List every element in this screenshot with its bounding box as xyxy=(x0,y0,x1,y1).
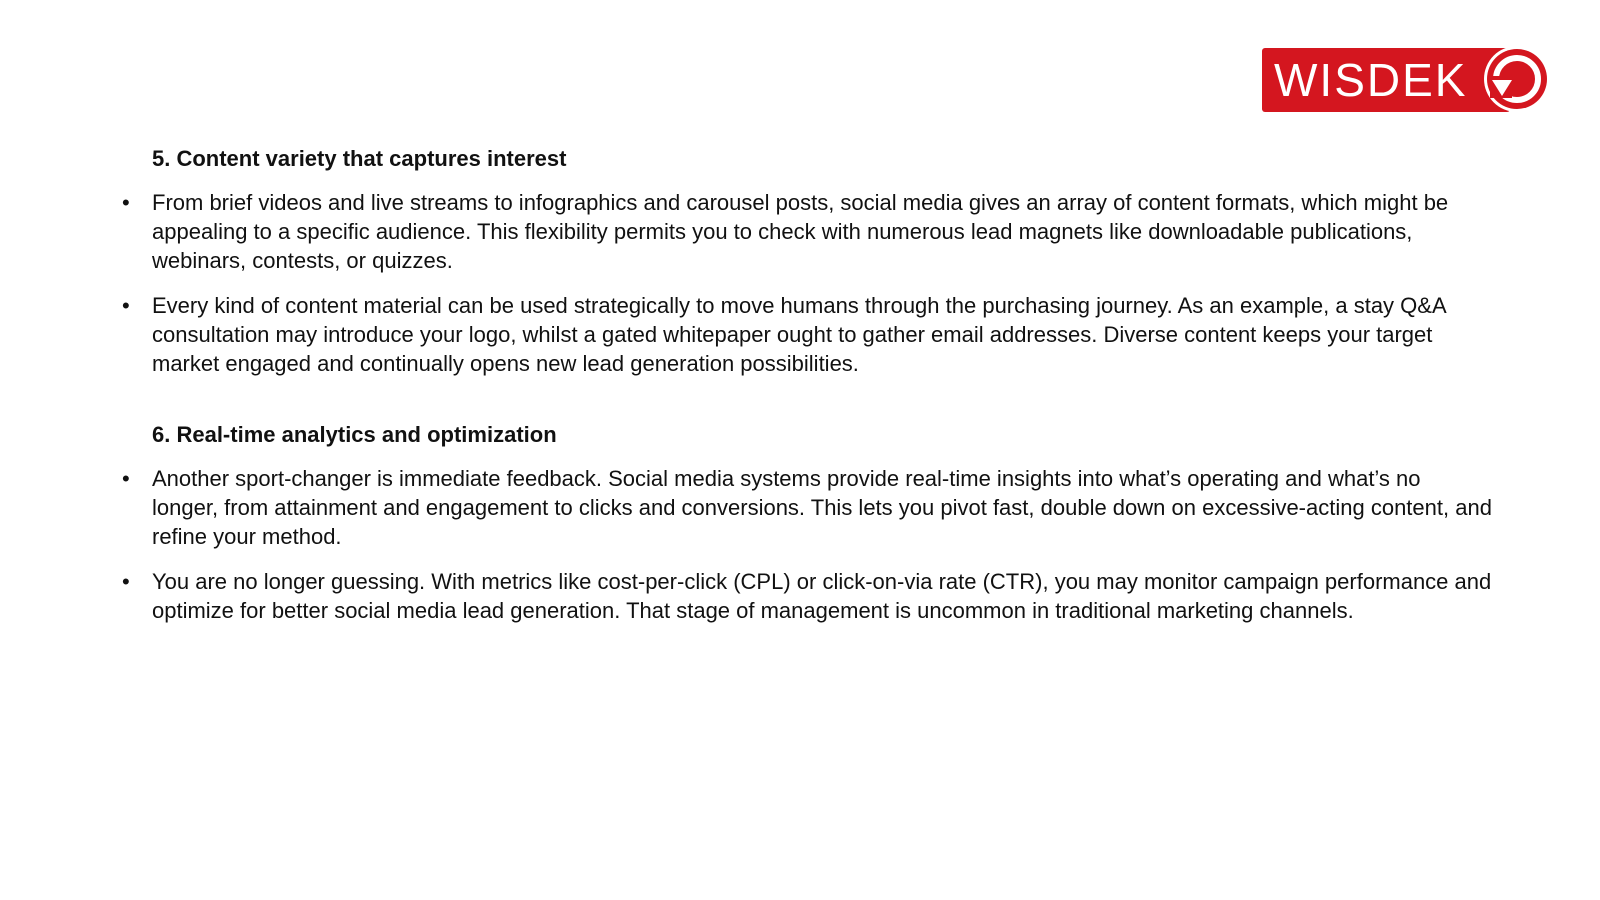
bullet-item: • Every kind of content material can be used strategically to move humans through the purchasing journey. As an example, a stay Q&A consultation may introduce your logo, whilst a gated whitepaper ought to gather email addresses. Diverse content keeps your target market engaged and continually opens new lead generation possibilities. xyxy=(152,291,1492,378)
section-title: 5. Content variety that captures interest xyxy=(152,146,567,171)
section-title: 6. Real-time analytics and optimization xyxy=(152,422,557,447)
bullet-item: • Another sport-changer is immediate feedback. Social media systems provide real-time insights into what’s operating and what’s no longer, from attainment and engagement to clicks and conversions. This lets you pivot fast, double down on excessive-acting content, and refine your method. xyxy=(152,464,1492,551)
bullet-list xyxy=(152,464,1492,625)
wisdek-logo xyxy=(1262,42,1552,116)
section-content-variety xyxy=(152,144,1492,378)
bullet-item: • You are no longer guessing. With metrics like cost-per-click (CPL) or click-on-via rate (CTR), you may monitor campaign performance and optimize for better social media lead generation. That stage of management is uncommon in traditional marketing channels. xyxy=(152,567,1492,625)
logo-circular-arrow-icon xyxy=(1480,42,1554,116)
bullet-list xyxy=(152,188,1492,378)
logo-text: WISDEK xyxy=(1274,54,1468,106)
section-real-time-analytics xyxy=(152,420,1492,625)
slide-content xyxy=(152,144,1492,641)
bullet-item: • From brief videos and live streams to infographics and carousel posts, social media gives an array of content formats, which might be appealing to a specific audience. This flexibility permits you to check with numerous lead magnets like downloadable publications, webinars, contests, or quizzes. xyxy=(152,188,1492,275)
